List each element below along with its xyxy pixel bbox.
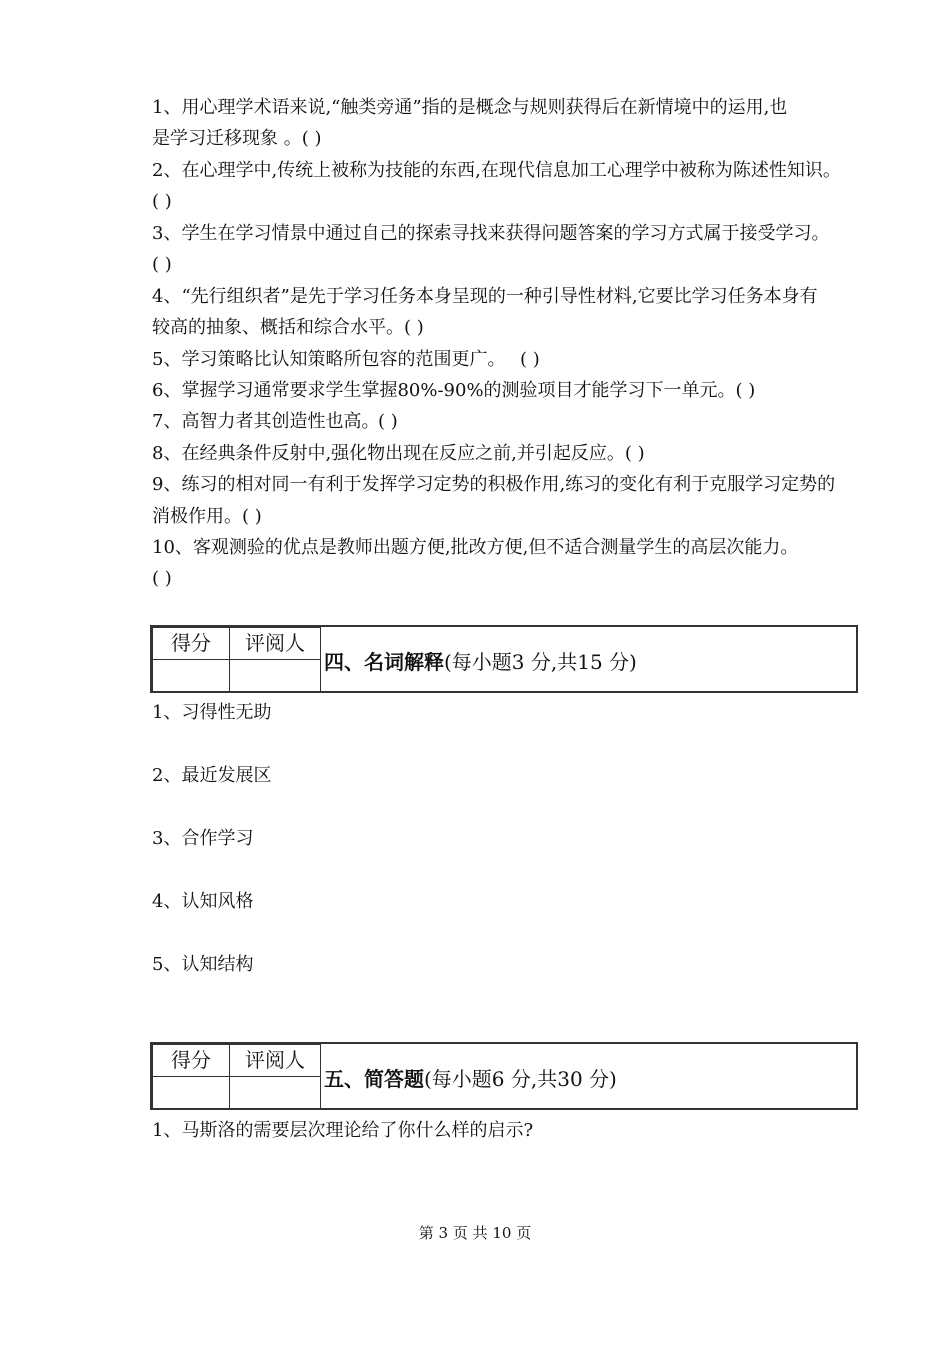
section-4-header bbox=[150, 625, 858, 693]
term-item-5: 5、认知结构 bbox=[152, 954, 254, 975]
term-item-4: 4、认知风格 bbox=[152, 891, 254, 912]
question-2-line-2: ( ) bbox=[152, 191, 172, 212]
section-5-title: 五、简答题(每小题6 分,共30 分) bbox=[324, 1067, 617, 1091]
question-7-line-1: 7、高智力者其创造性也高。 bbox=[152, 411, 380, 432]
section-4-title: 四、名词解释(每小题3 分,共15 分) bbox=[324, 650, 637, 674]
question-9-line-1: 9、练习的相对同一有利于发挥学习定势的积极作用,练习的变化有利于克服学习定势的 bbox=[152, 474, 836, 495]
reviewer-label: 评阅人 bbox=[229, 627, 321, 660]
question-10-line-1: 10、客观测验的优点是教师出题方便,批改方便,但不适合测量学生的高层次能力。 bbox=[152, 537, 799, 558]
question-3-line-2: ( ) bbox=[152, 254, 172, 275]
question-1-line-1: 1、用心理学术语来说,“触类旁通”指的是概念与规则获得后在新情境中的运用,也 bbox=[152, 97, 788, 118]
section-5-header bbox=[150, 1042, 858, 1110]
question-5-answer-paren: ( ) bbox=[520, 349, 540, 370]
score-label: 得分 bbox=[152, 627, 230, 660]
question-4-line-2: 较高的抽象、概括和综合水平。( ) bbox=[152, 317, 424, 338]
term-item-2: 2、最近发展区 bbox=[152, 765, 272, 786]
question-7-answer-paren: ( ) bbox=[378, 411, 398, 432]
term-item-3: 3、合作学习 bbox=[152, 828, 254, 849]
term-item-1: 1、习得性无助 bbox=[152, 702, 272, 723]
question-2-line-1: 2、在心理学中,传统上被称为技能的东西,在现代信息加工心理学中被称为陈述性知识。 bbox=[152, 160, 841, 181]
question-3-line-1: 3、学生在学习情景中通过自己的探索寻找来获得问题答案的学习方式属于接受学习。 bbox=[152, 223, 830, 244]
reviewer-cell bbox=[229, 1076, 321, 1110]
question-10-line-2: ( ) bbox=[152, 568, 172, 589]
score-cell bbox=[152, 1076, 230, 1110]
question-6-line-1: 6、掌握学习通常要求学生掌握80%-90%的测验项目才能学习下一单元。( ) bbox=[152, 380, 756, 401]
score-cell bbox=[152, 659, 230, 693]
question-1-line-2: 是学习迁移现象 。( ) bbox=[152, 128, 322, 149]
short-answer-item-1: 1、马斯洛的需要层次理论给了你什么样的启示? bbox=[152, 1120, 534, 1141]
question-8-line-1: 8、在经典条件反射中,强化物出现在反应之前,并引起反应。( ) bbox=[152, 443, 645, 464]
reviewer-label: 评阅人 bbox=[229, 1044, 321, 1077]
question-9-line-2: 消极作用。( ) bbox=[152, 506, 262, 527]
reviewer-cell bbox=[229, 659, 321, 693]
question-4-line-1: 4、“先行组织者”是先于学习任务本身呈现的一种引导性材料,它要比学习任务本身有 bbox=[152, 286, 818, 307]
question-5-line-1: 5、学习策略比认知策略所包容的范围更广。 bbox=[152, 349, 506, 370]
score-label: 得分 bbox=[152, 1044, 230, 1077]
page-footer: 第 3 页 共 10 页 bbox=[418, 1224, 532, 1242]
